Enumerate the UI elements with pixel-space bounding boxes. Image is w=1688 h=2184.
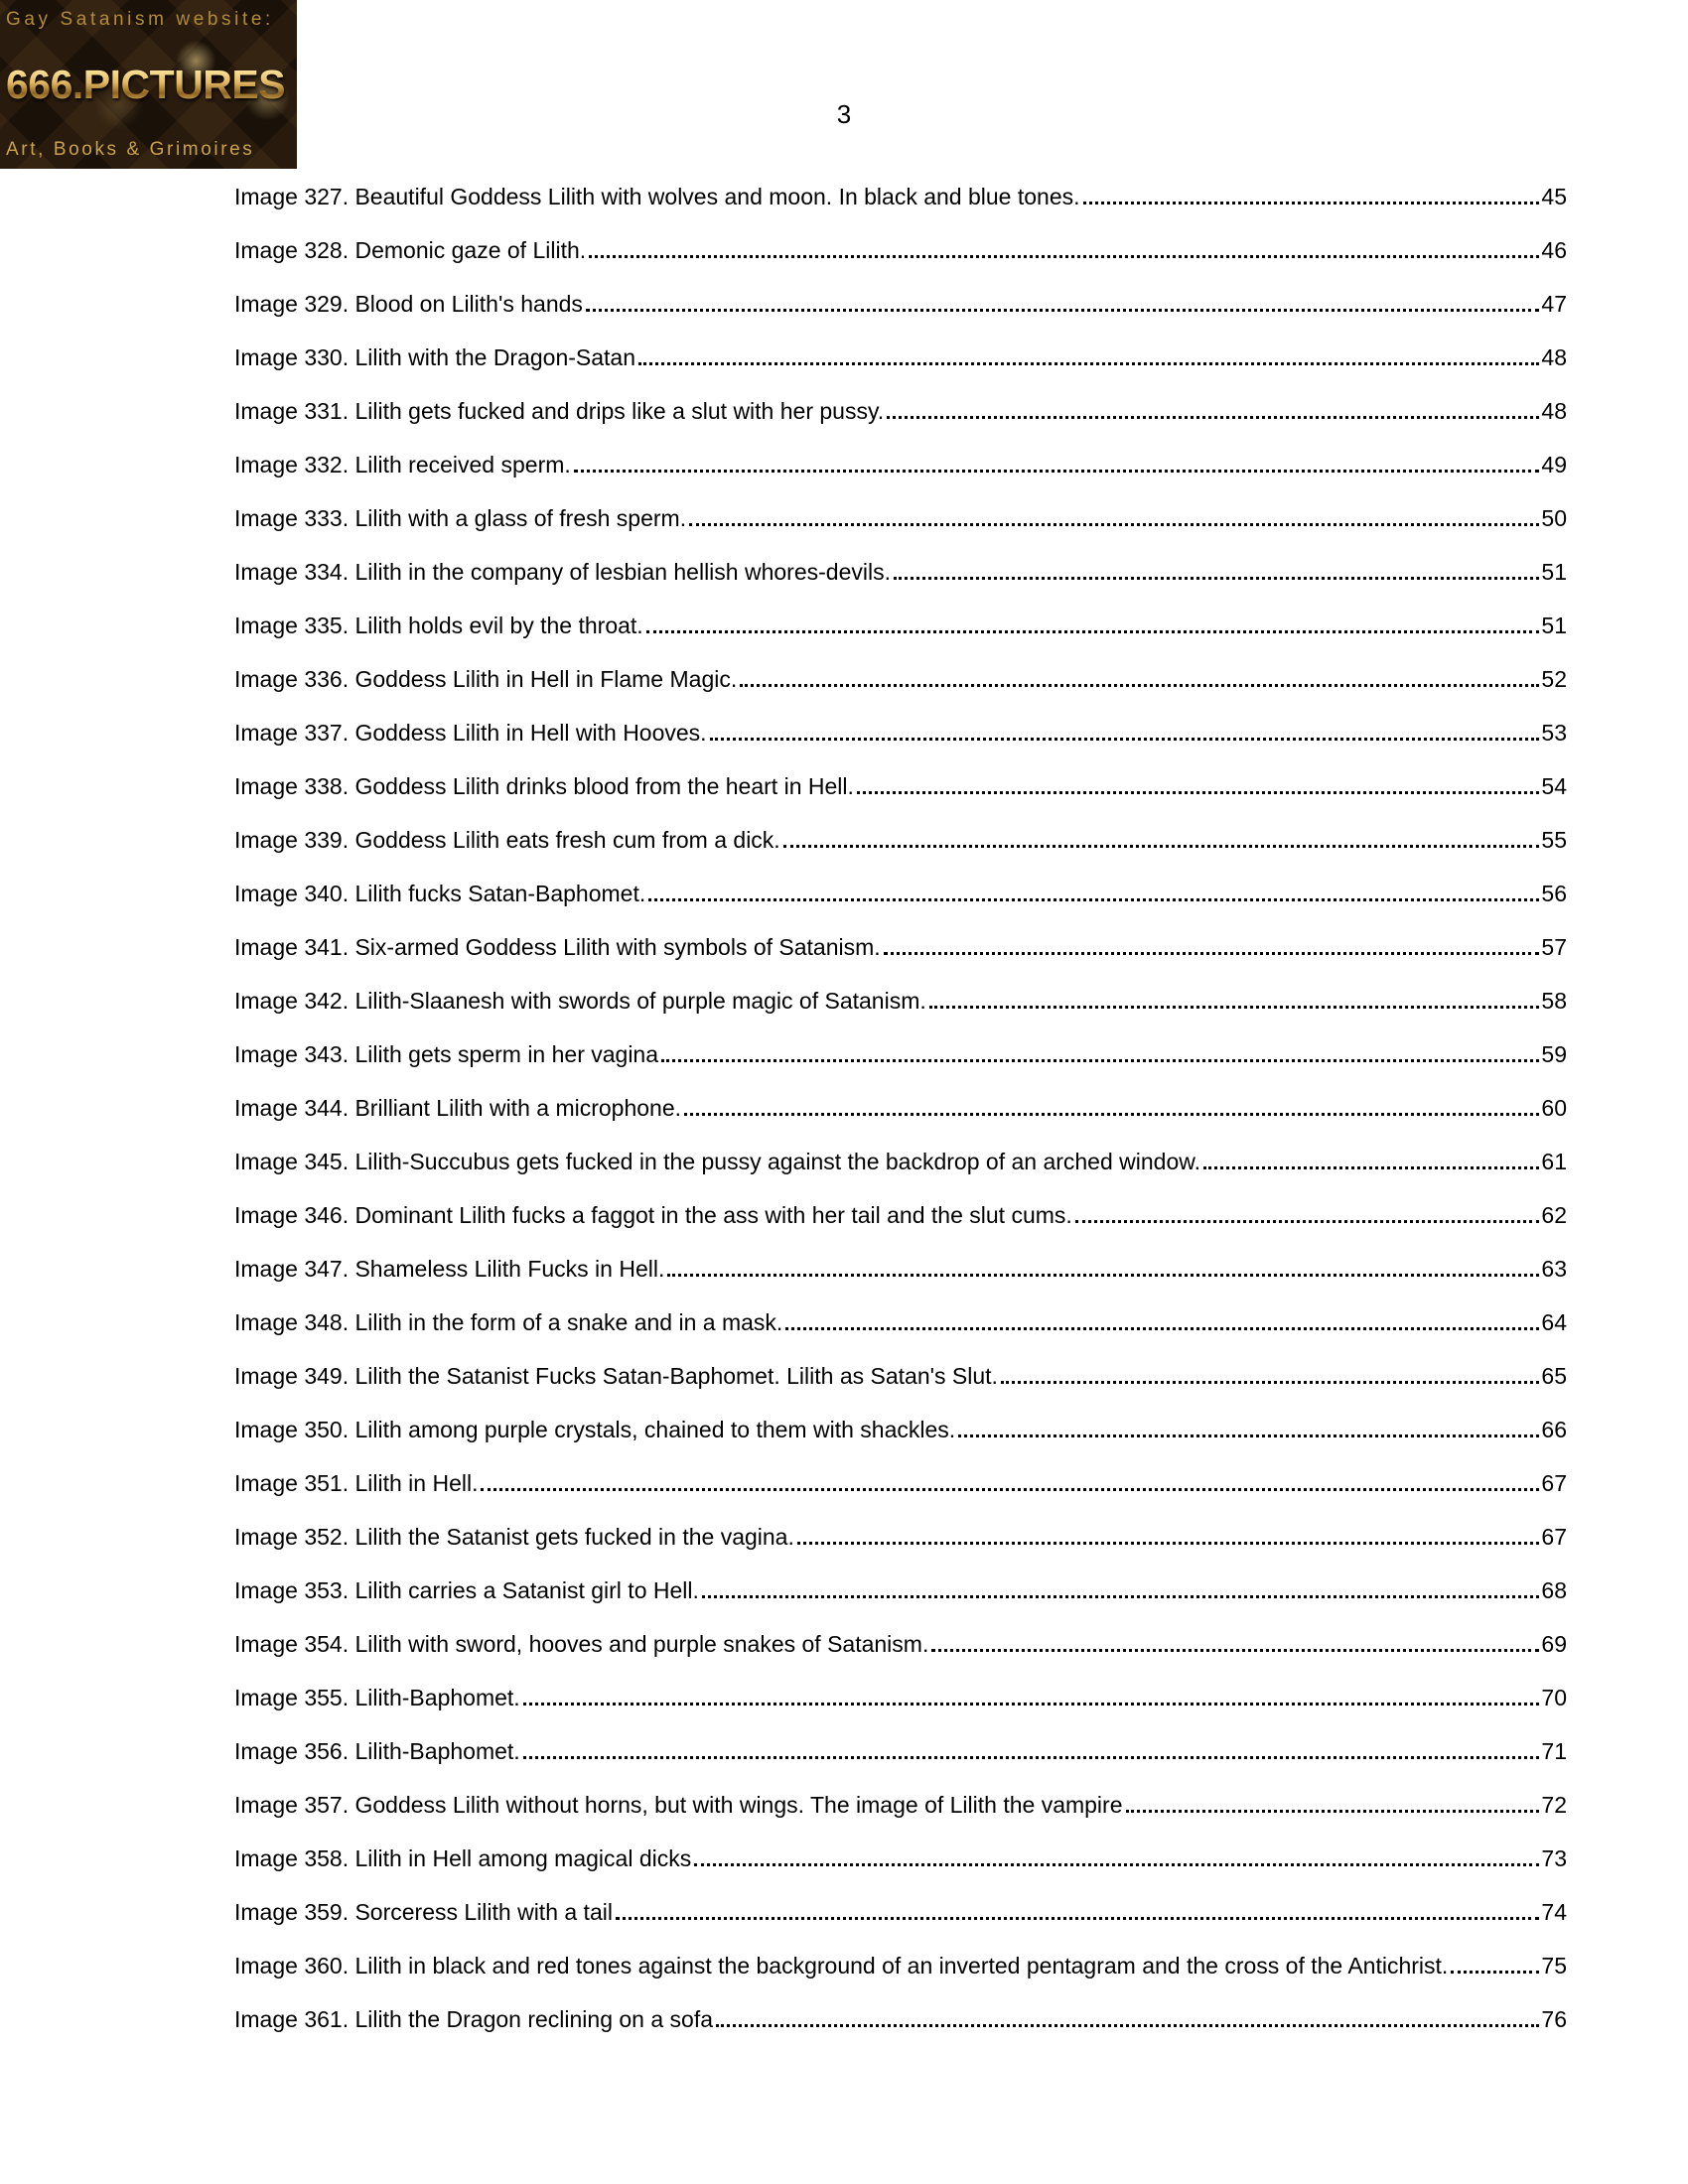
dot-leader bbox=[638, 362, 1539, 365]
toc-entry-page: 55 bbox=[1541, 827, 1567, 853]
toc-entry-title: Image 328. Demonic gaze of Lilith. bbox=[234, 237, 587, 263]
toc-entry[interactable] bbox=[234, 284, 1567, 324]
toc-entry-page: 75 bbox=[1541, 1953, 1567, 1979]
toc-entry-title: Image 340. Lilith fucks Satan-Baphomet. bbox=[234, 881, 646, 906]
toc-entry-page: 56 bbox=[1541, 881, 1567, 906]
toc-entry-page: 65 bbox=[1541, 1363, 1567, 1389]
toc-entry-title: Image 346. Dominant Lilith fucks a faggot in the ass with her tail and the slut cums. bbox=[234, 1202, 1072, 1228]
toc-entry[interactable] bbox=[234, 1302, 1567, 1342]
toc-entry[interactable] bbox=[234, 1195, 1567, 1235]
toc-entry-page: 54 bbox=[1541, 773, 1567, 799]
logo-title: 666.PICTURES bbox=[6, 62, 291, 108]
dot-leader bbox=[785, 1327, 1539, 1330]
toc-entry-page: 71 bbox=[1541, 1738, 1567, 1764]
toc-entry-page: 60 bbox=[1541, 1095, 1567, 1121]
dot-leader bbox=[694, 1863, 1539, 1866]
dot-leader bbox=[884, 952, 1540, 955]
toc-entry-title: Image 327. Beautiful Goddess Lilith with wolves and moon. In black and blue tones. bbox=[234, 184, 1080, 209]
toc-entry[interactable] bbox=[234, 1999, 1567, 2039]
toc-entry-title: Image 353. Lilith carries a Satanist girl to Hell. bbox=[234, 1577, 699, 1603]
toc-entry-title: Image 348. Lilith in the form of a snake and in a mask. bbox=[234, 1309, 783, 1335]
toc-entry-title: Image 357. Goddess Lilith without horns, but with wings. The image of Lilith the vampire bbox=[234, 1792, 1123, 1818]
logo-tagline-top: Gay Satanism website: bbox=[6, 9, 274, 30]
toc-entry-title: Image 341. Six-armed Goddess Lilith with symbols of Satanism. bbox=[234, 934, 881, 960]
toc-entry[interactable] bbox=[234, 1410, 1567, 1449]
dot-leader bbox=[689, 523, 1539, 526]
dot-leader bbox=[1451, 1971, 1539, 1974]
toc-entry[interactable] bbox=[234, 391, 1567, 431]
dot-leader bbox=[574, 470, 1540, 473]
toc-entry-page: 69 bbox=[1541, 1631, 1567, 1657]
dot-leader bbox=[783, 845, 1540, 848]
toc-entry[interactable] bbox=[234, 1731, 1567, 1771]
toc-entry-title: Image 354. Lilith with sword, hooves and purple snakes of Satanism. bbox=[234, 1631, 929, 1657]
toc-entry-title: Image 334. Lilith in the company of lesbian hellish whores-devils. bbox=[234, 559, 891, 585]
dot-leader bbox=[586, 309, 1539, 312]
dot-leader bbox=[1203, 1166, 1539, 1169]
toc-entry[interactable] bbox=[234, 1570, 1567, 1610]
toc-entry-title: Image 347. Shameless Lilith Fucks in Hell. bbox=[234, 1256, 665, 1282]
toc-entry-page: 49 bbox=[1541, 452, 1567, 478]
toc-entry-title: Image 335. Lilith holds evil by the throat. bbox=[234, 613, 643, 638]
toc-entry-title: Image 330. Lilith with the Dragon-Satan bbox=[234, 344, 636, 370]
toc-entry[interactable] bbox=[234, 552, 1567, 592]
dot-leader bbox=[667, 1274, 1539, 1277]
toc-entry[interactable] bbox=[234, 1142, 1567, 1181]
toc-entry-page: 64 bbox=[1541, 1309, 1567, 1335]
dot-leader bbox=[931, 1649, 1539, 1652]
dot-leader bbox=[481, 1488, 1539, 1491]
dot-leader bbox=[929, 1006, 1540, 1009]
toc-entry-title: Image 360. Lilith in black and red tones against the background of an inverted pentagram and the cross of the Antichrist. bbox=[234, 1953, 1449, 1979]
toc-entry[interactable] bbox=[234, 1946, 1567, 1985]
toc-entry-page: 63 bbox=[1541, 1256, 1567, 1282]
toc-entry-page: 62 bbox=[1541, 1202, 1567, 1228]
dot-leader bbox=[1001, 1381, 1539, 1384]
toc-entry-page: 47 bbox=[1541, 291, 1567, 317]
dot-leader bbox=[1126, 1810, 1540, 1813]
toc-entry-page: 48 bbox=[1541, 344, 1567, 370]
toc-entry-title: Image 342. Lilith-Slaanesh with swords of purple magic of Satanism. bbox=[234, 988, 926, 1014]
toc-entry[interactable] bbox=[234, 1249, 1567, 1289]
toc-entry-page: 67 bbox=[1541, 1470, 1567, 1496]
dot-leader bbox=[740, 684, 1539, 687]
dot-leader bbox=[646, 630, 1540, 633]
toc-entry-title: Image 339. Goddess Lilith eats fresh cum from a dick. bbox=[234, 827, 780, 853]
toc-entry[interactable] bbox=[234, 981, 1567, 1021]
toc-entry-title: Image 331. Lilith gets fucked and drips like a slut with her pussy. bbox=[234, 398, 885, 424]
toc-entry[interactable] bbox=[234, 927, 1567, 967]
toc-entry-title: Image 356. Lilith-Baphomet. bbox=[234, 1738, 520, 1764]
toc-entry-title: Image 336. Goddess Lilith in Hell in Flame Magic. bbox=[234, 666, 738, 692]
toc-entry[interactable] bbox=[234, 606, 1567, 645]
toc-entry-title: Image 361. Lilith the Dragon reclining on a sofa bbox=[234, 2006, 714, 2032]
toc-entry-page: 57 bbox=[1541, 934, 1567, 960]
toc-entry-page: 58 bbox=[1541, 988, 1567, 1014]
dot-leader bbox=[523, 1703, 1540, 1706]
toc-entry-page: 61 bbox=[1541, 1149, 1567, 1174]
toc-entry[interactable] bbox=[234, 1678, 1567, 1717]
toc-entry[interactable] bbox=[234, 1356, 1567, 1396]
toc-entry-page: 73 bbox=[1541, 1845, 1567, 1871]
dot-leader bbox=[648, 898, 1539, 901]
toc-entry-title: Image 344. Brilliant Lilith with a microphone. bbox=[234, 1095, 682, 1121]
toc-entry-title: Image 349. Lilith the Satanist Fucks Satan-Baphomet. Lilith as Satan's Slut. bbox=[234, 1363, 998, 1389]
toc-entry-title: Image 352. Lilith the Satanist gets fucked in the vagina. bbox=[234, 1524, 794, 1550]
dot-leader bbox=[887, 416, 1539, 419]
toc-entry-page: 76 bbox=[1541, 2006, 1567, 2032]
toc-entry[interactable] bbox=[234, 230, 1567, 270]
toc-list bbox=[0, 177, 1688, 2039]
dot-leader bbox=[661, 1059, 1539, 1062]
toc-entry[interactable] bbox=[234, 820, 1567, 860]
toc-entry[interactable] bbox=[234, 338, 1567, 377]
dot-leader bbox=[958, 1434, 1539, 1437]
toc-entry-title: Image 332. Lilith received sperm. bbox=[234, 452, 571, 478]
toc-entry-title: Image 333. Lilith with a glass of fresh sperm. bbox=[234, 505, 687, 531]
toc-entry-page: 46 bbox=[1541, 237, 1567, 263]
toc-entry-page: 50 bbox=[1541, 505, 1567, 531]
dot-leader bbox=[894, 577, 1539, 580]
toc-entry-title: Image 355. Lilith-Baphomet. bbox=[234, 1685, 520, 1710]
toc-entry[interactable] bbox=[234, 1785, 1567, 1825]
site-logo bbox=[0, 0, 297, 169]
toc-entry-page: 67 bbox=[1541, 1524, 1567, 1550]
dot-leader bbox=[616, 1917, 1539, 1920]
dot-leader bbox=[710, 738, 1540, 741]
toc-entry[interactable] bbox=[234, 874, 1567, 913]
toc-entry-page: 66 bbox=[1541, 1417, 1567, 1442]
toc-entry[interactable] bbox=[234, 713, 1567, 752]
dot-leader bbox=[589, 255, 1539, 258]
dot-leader bbox=[684, 1113, 1539, 1116]
toc-entry-page: 48 bbox=[1541, 398, 1567, 424]
toc-entry-page: 51 bbox=[1541, 613, 1567, 638]
toc-entry[interactable] bbox=[234, 1517, 1567, 1557]
page-number: 3 bbox=[836, 99, 852, 129]
toc-entry[interactable] bbox=[234, 1839, 1567, 1878]
dot-leader bbox=[1083, 202, 1540, 205]
toc-entry-page: 72 bbox=[1541, 1792, 1567, 1818]
dot-leader bbox=[797, 1542, 1540, 1545]
toc-entry[interactable] bbox=[234, 1892, 1567, 1932]
toc-entry-page: 51 bbox=[1541, 559, 1567, 585]
toc-entry[interactable] bbox=[234, 659, 1567, 699]
toc-entry-page: 59 bbox=[1541, 1041, 1567, 1067]
toc-entry-page: 70 bbox=[1541, 1685, 1567, 1710]
toc-entry[interactable] bbox=[234, 1034, 1567, 1074]
toc-entry-page: 68 bbox=[1541, 1577, 1567, 1603]
toc-entry-page: 53 bbox=[1541, 720, 1567, 746]
toc-entry-page: 45 bbox=[1541, 184, 1567, 209]
toc-entry[interactable] bbox=[234, 177, 1567, 216]
toc-entry-title: Image 345. Lilith-Succubus gets fucked in the pussy against the backdrop of an arched window. bbox=[234, 1149, 1200, 1174]
toc-entry[interactable] bbox=[234, 1088, 1567, 1128]
toc-entry[interactable] bbox=[234, 1463, 1567, 1503]
toc-entry-page: 52 bbox=[1541, 666, 1567, 692]
toc-entry-title: Image 351. Lilith in Hell. bbox=[234, 1470, 479, 1496]
logo-tagline-bottom: Art, Books & Grimoires bbox=[6, 139, 255, 160]
toc-entry[interactable] bbox=[234, 498, 1567, 538]
dot-leader bbox=[523, 1756, 1540, 1759]
toc-entry[interactable] bbox=[234, 1624, 1567, 1664]
dot-leader bbox=[857, 791, 1540, 794]
dot-leader bbox=[702, 1595, 1540, 1598]
toc-entry-title: Image 358. Lilith in Hell among magical dicks bbox=[234, 1845, 692, 1871]
toc-entry-title: Image 350. Lilith among purple crystals, chained to them with shackles. bbox=[234, 1417, 956, 1442]
dot-leader bbox=[1075, 1220, 1540, 1223]
toc-entry[interactable] bbox=[234, 445, 1567, 484]
toc-entry-title: Image 343. Lilith gets sperm in her vagina bbox=[234, 1041, 659, 1067]
toc-entry-title: Image 359. Sorceress Lilith with a tail bbox=[234, 1899, 613, 1925]
toc-entry[interactable] bbox=[234, 766, 1567, 806]
toc-entry-title: Image 329. Blood on Lilith's hands bbox=[234, 291, 583, 317]
toc-entry-page: 74 bbox=[1541, 1899, 1567, 1925]
toc-entry-title: Image 337. Goddess Lilith in Hell with Hooves. bbox=[234, 720, 707, 746]
toc-entry-title: Image 338. Goddess Lilith drinks blood from the heart in Hell. bbox=[234, 773, 854, 799]
dot-leader bbox=[716, 2024, 1539, 2027]
